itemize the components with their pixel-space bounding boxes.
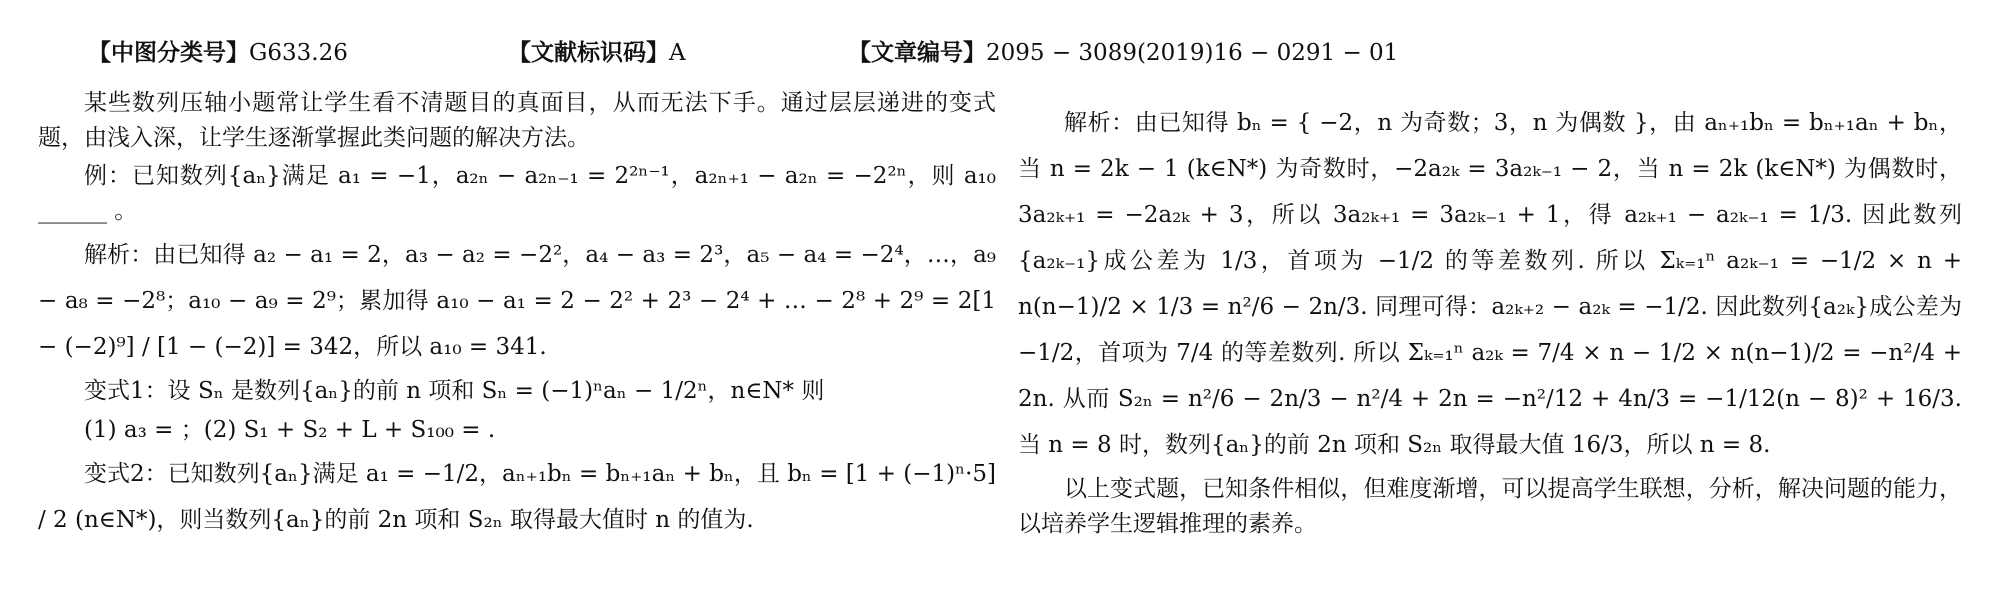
clc-number (88, 36, 348, 71)
right-column (1018, 86, 1962, 545)
example-analysis: 解析：由已知得 a₂ − a₁ = 2，a₃ − a₂ = −2²，a₄ − a₃ = 2³，a₅ − a₄ = −2⁴，…，a₉ − a₈ = −2⁸；a₁₀ − a₉ = 2⁹；累加得 a₁₀ − a₁ = 2 − 2² + 2³ − 2⁴ + … − 2⁸ + 2⁹ = 2[1 − (−2)⁹] / [1 − (−2)] = 342，所以 a₁₀ = 341. (38, 242, 996, 360)
left-column (38, 86, 996, 547)
variant-1-questions: (1) a₃ = ；(2) S₁ + S₂ + L + S₁₀₀ = . (84, 416, 496, 443)
intro-paragraph: 某些数列压轴小题常让学生看不清题目的真面目，从而无法下手。通过层层递进的变式题，由浅入深，让学生逐渐掌握此类问题的解决方法。 (38, 90, 996, 151)
doc-value: A (669, 40, 686, 66)
clc-value: G633.26 (249, 40, 348, 66)
example-problem: 例：已知数列{aₙ}满足 a₁ = −1，a₂ₙ − a₂ₙ₋₁ = 2²ⁿ⁻¹，a₂ₙ₊₁ − a₂ₙ = −2²ⁿ，则 a₁₀ ______ 。 (38, 163, 996, 224)
document-code (508, 36, 686, 71)
clc-label: 【中图分类号】 (88, 40, 249, 66)
article-value: 2095 − 3089(2019)16 − 0291 − 01 (986, 40, 1399, 66)
article-number (848, 36, 1398, 71)
article-label: 【文章编号】 (848, 40, 986, 66)
variant-2-problem: 变式2：已知数列{aₙ}满足 a₁ = −1/2，aₙ₊₁bₙ = bₙ₊₁aₙ + bₙ，且 bₙ = [1 + (−1)ⁿ·5] / 2 (n∈N*)，则当数列{aₙ}的前 2n 项和 S₂ₙ 取得最大值时 n 的值为. (38, 461, 996, 533)
conclusion-paragraph: 以上变式题，已知条件相似，但难度渐增，可以提高学生联想，分析，解决问题的能力，以培养学生逻辑推理的素养。 (1018, 476, 1962, 537)
doc-label: 【文献标识码】 (508, 40, 669, 66)
article-header (0, 36, 2000, 76)
variant-2-analysis: 解析：由已知得 bₙ = { −2，n 为奇数；3，n 为偶数 }，由 aₙ₊₁bₙ = bₙ₊₁aₙ + bₙ，当 n = 2k − 1 (k∈N*) 为奇数时，−2a₂ₖ = 3a₂ₖ₋₁ − 2，当 n = 2k (k∈N*) 为偶数时，3a₂ₖ₊₁ = −2a₂ₖ + 3，所以 3a₂ₖ₊₁ = 3a₂ₖ₋₁ + 1，得 a₂ₖ₊₁ − a₂ₖ₋₁ = 1/3. 因此数列{a₂ₖ₋₁}成公差为 1/3，首项为 −1/2 的等差数列. 所以 Σₖ₌₁ⁿ a₂ₖ₋₁ = −1/2 × n + n(n−1)/2 × 1/3 = n²/6 − 2n/3. 同理可得：a₂ₖ₊₂ − a₂ₖ = −1/2. 因此数列{a₂ₖ}成公差为 −1/2，首项为 7/4 的等差数列. 所以 Σₖ₌₁ⁿ a₂ₖ = 7/4 × n − 1/2 × n(n−1)/2 = −n²/4 + 2n. 从而 S₂ₙ = n²/6 − 2n/3 − n²/4 + 2n = −n²/12 + 4n/3 = −1/12(n − 8)² + 16/3. 当 n = 8 时，数列{aₙ}的前 2n 项和 S₂ₙ 取得最大值 16/3，所以 n = 8. (1018, 110, 1962, 458)
variant-1-problem: 变式1：设 Sₙ 是数列{aₙ}的前 n 项和 Sₙ = (−1)ⁿaₙ − 1/2ⁿ，n∈N* 则 (84, 378, 825, 404)
